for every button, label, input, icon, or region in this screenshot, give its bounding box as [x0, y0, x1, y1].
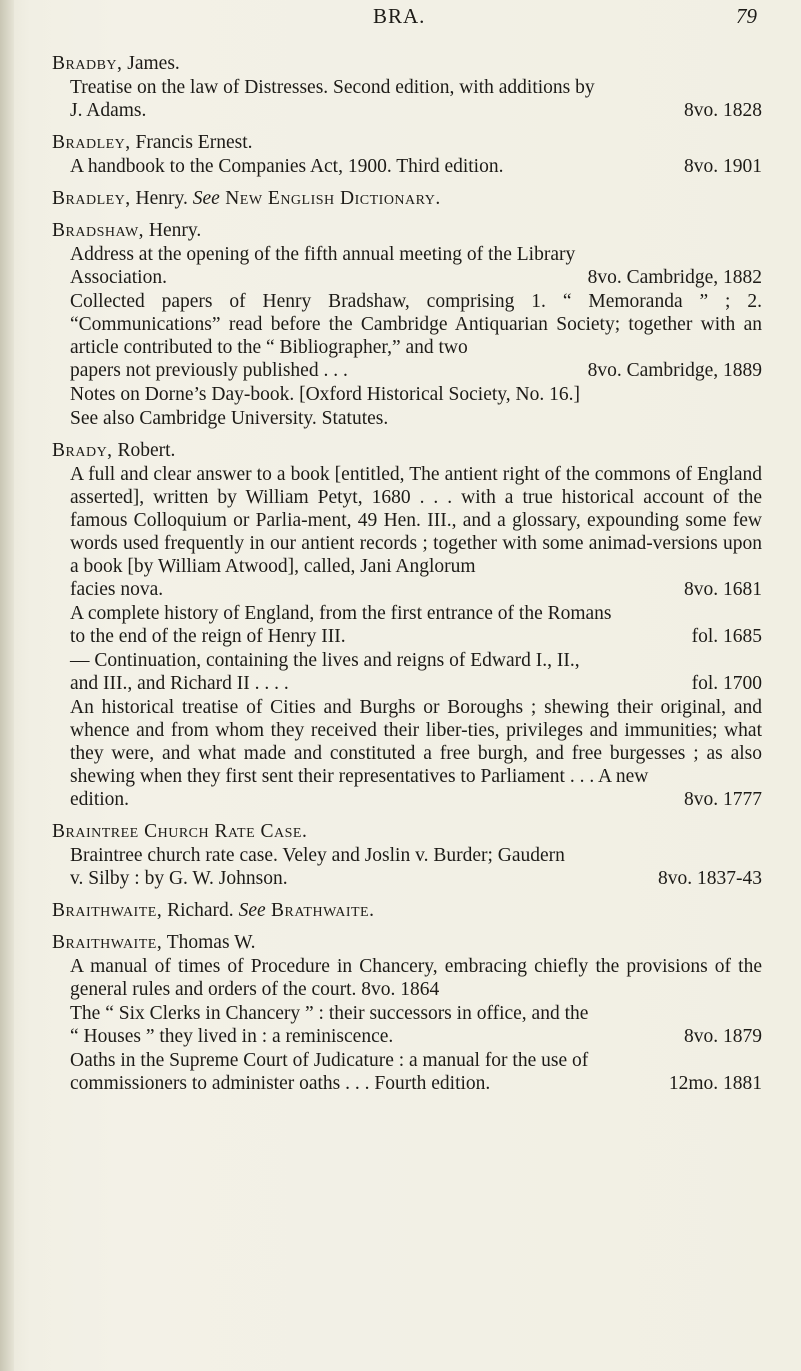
page-number: 79 — [736, 4, 757, 28]
author-forename: Francis Ernest. — [130, 132, 253, 153]
item-text: Notes on Dorne’s Day-book. [Oxford Historical Society, No. 16.] — [70, 384, 580, 405]
item-text: Address at the opening of the fifth annual meeting of the Library — [70, 244, 576, 265]
author-forename: Henry. — [130, 188, 193, 209]
see-reference-label: See — [192, 188, 220, 209]
item-text: The “ Six Clerks in Chancery ” : their successors in office, and the — [70, 1003, 589, 1024]
item-text-end: and III., and Richard II . . . . — [70, 673, 289, 694]
entry-item — [70, 383, 762, 406]
item-format-date: fol. 1700 — [691, 673, 762, 694]
item-text: An historical treatise of Cities and Burghs or Boroughs ; shewing their original, and whence and from whom they received their liber-ties, privileges and immunities; what they were, and what made and constituted a free burgh, and free burgesses ; as also shewing when they first sent their representatives to Parliament . . . A new — [70, 697, 762, 787]
entry-item — [70, 955, 762, 1001]
entry-item — [70, 696, 762, 811]
see-reference-link[interactable]: New English Dictionary. — [219, 188, 441, 209]
entry-item — [70, 602, 762, 648]
entry-item — [70, 844, 762, 890]
item-format-date: 8vo. 1828 — [684, 100, 762, 121]
item-text: A full and clear answer to a book [entitled, The antient right of the commons of England asserted], written by William Petyt, 1680 . . . with a true historical account of the famous Colloquium or Parlia-ment, 49 Hen. III., and a glossary, expounding some few words used frequently in our antient records ; together with some animad-versions upon a book [by William Atwood], called, Jani Anglorum — [70, 464, 762, 577]
catalogue-entry — [52, 187, 762, 210]
entry-item — [70, 649, 762, 695]
item-format-date: 8vo. 1879 — [684, 1026, 762, 1047]
item-text-end: J. Adams. — [70, 100, 147, 121]
item-format-date: 8vo. 1837-43 — [658, 868, 762, 889]
author-name: Bradley, — [52, 188, 131, 209]
entry-item — [70, 407, 762, 430]
item-text: A complete history of England, from the first entrance of the Romans — [70, 603, 612, 624]
item-text: Braintree church rate case. Veley and Joslin v. Burder; Gaudern — [70, 845, 565, 866]
running-head: BRA. — [373, 4, 426, 28]
item-format-date: 8vo. 1777 — [684, 789, 762, 810]
item-format-date: 8vo. Cambridge, 1882 — [587, 267, 762, 288]
subject-heading: Braintree Church Rate Case. — [52, 821, 308, 842]
catalogue-entry — [52, 219, 762, 430]
catalogue-entry — [52, 439, 762, 811]
item-format-date: 8vo. 1901 — [684, 156, 762, 177]
author-name: Bradby, — [52, 53, 123, 74]
entry-heading — [52, 187, 762, 210]
catalogue-entry — [52, 899, 762, 922]
entry-item — [70, 155, 762, 178]
author-name: Bradshaw, — [52, 220, 145, 241]
item-format-date: 8vo. 1681 — [684, 579, 762, 600]
catalogue-entry — [52, 820, 762, 890]
item-text-end: facies nova. — [70, 579, 164, 600]
item-format-date: 12mo. 1881 — [668, 1073, 762, 1094]
catalogue-entries — [52, 52, 762, 1104]
catalogue-entry — [52, 52, 762, 122]
item-text-end: Association. — [70, 267, 167, 288]
item-format-date: fol. 1685 — [691, 626, 762, 647]
item-text: Treatise on the law of Distresses. Second edition, with additions by — [70, 77, 595, 98]
entry-heading — [52, 52, 762, 75]
entry-item — [70, 76, 762, 122]
page-binding-shadow — [0, 0, 14, 1371]
author-forename: Thomas W. — [162, 932, 256, 953]
author-name: Bradley, — [52, 132, 131, 153]
entry-item — [70, 290, 762, 382]
entry-item — [70, 1002, 762, 1048]
page-header — [0, 2, 801, 32]
author-name: Braithwaite, — [52, 900, 163, 921]
item-text: — Continuation, containing the lives and reigns of Edward I., II., — [70, 650, 580, 671]
item-text-end: to the end of the reign of Henry III. — [70, 626, 346, 647]
entry-heading — [52, 931, 762, 954]
item-text: A manual of times of Procedure in Chancery, embracing chiefly the provisions of the general rules and orders of the court. 8vo. 1864 — [70, 956, 762, 1000]
item-text-end: papers not previously published . . . — [70, 360, 348, 381]
entry-item — [70, 1049, 762, 1095]
entry-heading — [52, 899, 762, 922]
catalogue-entry — [52, 931, 762, 1095]
author-forename: Robert. — [112, 440, 176, 461]
item-text: A handbook to the Companies Act, 1900. Third edition. — [70, 156, 504, 177]
see-reference-label: See — [238, 900, 266, 921]
author-forename: James. — [122, 53, 180, 74]
catalogue-entry — [52, 131, 762, 178]
item-format-date: 8vo. Cambridge, 1889 — [587, 360, 762, 381]
author-forename: Henry. — [144, 220, 202, 241]
see-reference-link[interactable]: Brathwaite. — [265, 900, 375, 921]
item-text: Oaths in the Supreme Court of Judicature : a manual for the use of — [70, 1050, 589, 1071]
item-text-end: commissioners to administer oaths . . . Fourth edition. — [70, 1073, 491, 1094]
entry-item — [70, 463, 762, 601]
item-text-end: v. Silby : by G. W. Johnson. — [70, 868, 288, 889]
item-text-end: “ Houses ” they lived in : a reminiscence. — [70, 1026, 394, 1047]
author-forename: Richard. — [162, 900, 239, 921]
item-text: Collected papers of Henry Bradshaw, comprising 1. “ Memoranda ” ; 2. “Communications” read before the Cambridge Antiquarian Society; together with an article contributed to the “ Bibliographer,” and two — [70, 291, 762, 358]
entry-heading — [52, 820, 762, 843]
author-name: Brady, — [52, 440, 113, 461]
item-text-end: edition. — [70, 789, 130, 810]
see-also-reference: See also Cambridge University. Statutes. — [70, 408, 389, 429]
entry-heading — [52, 219, 762, 242]
entry-item — [70, 243, 762, 289]
author-name: Braithwaite, — [52, 932, 163, 953]
entry-heading — [52, 439, 762, 462]
entry-heading — [52, 131, 762, 154]
